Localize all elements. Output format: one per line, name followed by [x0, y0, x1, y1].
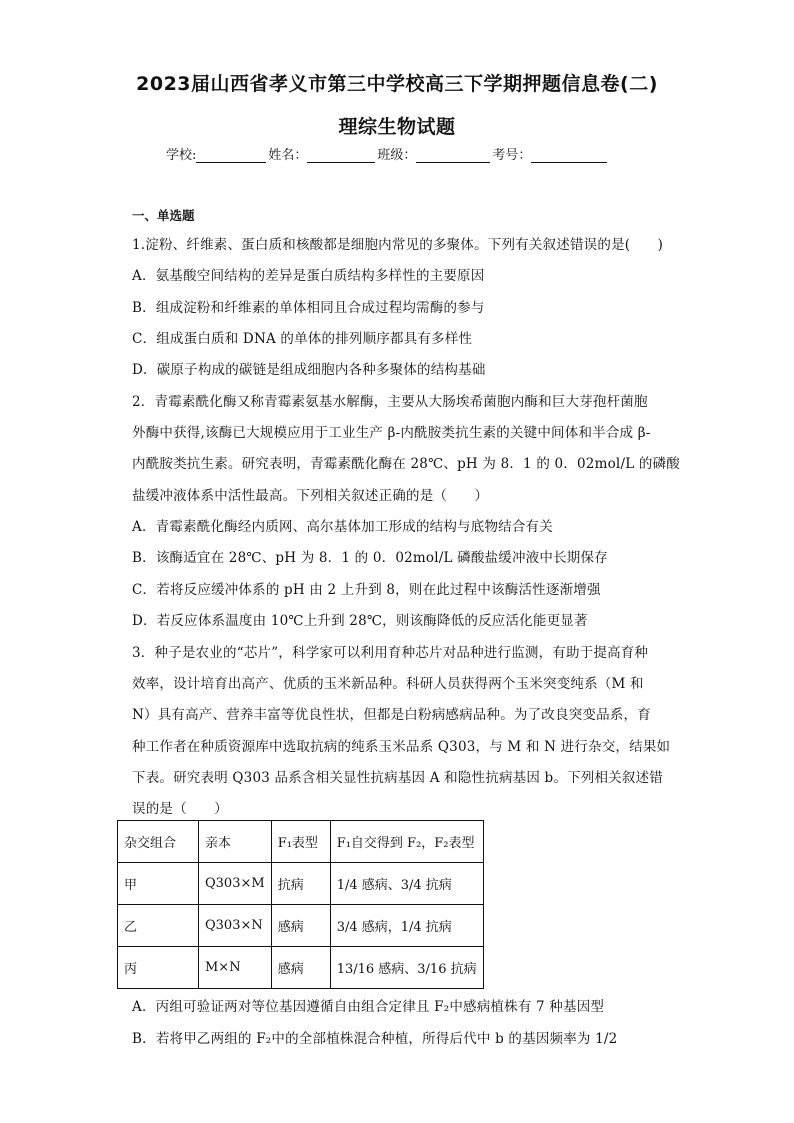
- class-label: 班级：: [377, 148, 417, 163]
- q3-stem-line-5: 下表。研究表明 Q303 品系含相关显性抗病基因 A 和隐性抗病基因 b。下列相关叙述错: [132, 770, 663, 786]
- q2-option-a: A．青霉素酰化酶经内质网、高尔基体加工形成的结构与底物结合有关: [132, 519, 553, 535]
- table-cell: 3/4 感病，1/4 抗病: [330, 905, 483, 947]
- table-header-cell: F₁表型: [271, 821, 330, 863]
- table-row: [118, 863, 484, 905]
- table-header-cell: 杂交组合: [118, 821, 199, 863]
- table-cell: 感病: [271, 905, 330, 947]
- q1-option-d: D．碳原子构成的碳链是组成细胞内各种多聚体的结构基础: [132, 362, 486, 378]
- name-label: 姓名：: [268, 148, 308, 163]
- name-blank[interactable]: [307, 148, 375, 163]
- q1-option-a: A．氨基酸空间结构的差异是蛋白质结构多样性的主要原因: [132, 268, 485, 284]
- q3-stem-line-4: 种工作者在种质资源库中选取抗病的纯系玉米品系 Q303，与 M 和 N 进行杂交，结果如: [132, 739, 671, 755]
- exam-number-label: 考号：: [492, 148, 532, 163]
- q3-stem-line-6: 误的是（ ）: [132, 801, 228, 817]
- q1-option-b: B．组成淀粉和纤维素的单体相同且合成过程均需酶的参与: [132, 300, 485, 316]
- table-cell: Q303×M: [199, 863, 272, 905]
- q3-stem-line-1: 3．种子是农业的“芯片”，科学家可以利用育种芯片对品种进行监测，有助于提高育种: [132, 645, 649, 661]
- table-cell: 抗病: [271, 863, 330, 905]
- q2-stem-line-2: 外酶中获得,该酶已大规模应用于工业生产 β-内酰胺类抗生素的关键中间体和半合成 β-: [132, 425, 651, 441]
- section-heading: 一、单选题: [132, 208, 195, 223]
- exam-subtitle: 理综生物试题: [338, 116, 456, 138]
- table-cell: 1/4 感病、3/4 抗病: [330, 863, 483, 905]
- table-cell: 乙: [118, 905, 199, 947]
- q3-stem-line-3: N）具有高产、营养丰富等优良性状，但都是白粉病感病品种。为了改良突变品系，育: [132, 707, 651, 723]
- table-cell: 甲: [118, 863, 199, 905]
- table-cell: M×N: [199, 947, 272, 989]
- table-header-row: [118, 821, 484, 863]
- school-label: 学校:: [166, 148, 197, 163]
- exam-title: 2023届山西省孝义市第三中学校高三下学期押题信息卷(二): [136, 73, 658, 95]
- table-row: [118, 905, 484, 947]
- q2-option-b: B．该酶适宜在 28℃、pH 为 8．1 的 0．02mol/L 磷酸盐缓冲液中长期保存: [132, 550, 608, 566]
- q3-option-a: A．丙组可验证两对等位基因遵循自由组合定律且 F₂中感病植株有 7 种基因型: [132, 999, 605, 1015]
- q3-stem-line-2: 效率，设计培育出高产、优质的玉米新品种。科研人员获得两个玉米突变纯系（M 和: [132, 676, 644, 692]
- table-header-cell: 亲本: [199, 821, 272, 863]
- table-cell: Q303×N: [199, 905, 272, 947]
- q2-stem-line-1: 2．青霉素酰化酶又称青霉素氨基水解酶，主要从大肠埃希菌胞内酶和巨大芽孢杆菌胞: [132, 394, 648, 410]
- class-blank[interactable]: [416, 148, 490, 163]
- school-blank[interactable]: [196, 148, 266, 163]
- q3-option-b: B．若将甲乙两组的 F₂中的全部植株混合种植，所得后代中 b 的基因频率为 1/2: [132, 1031, 618, 1047]
- q2-option-c: C．若将反应缓冲体系的 pH 由 2 上升到 8，则在此过程中该酶活性逐渐增强: [132, 582, 601, 598]
- q1-option-c: C．组成蛋白质和 DNA 的单体的排列顺序都具有多样性: [132, 331, 473, 347]
- table-row: [118, 947, 484, 989]
- table-header-cell: F₁自交得到 F₂，F₂表型: [330, 821, 483, 863]
- q2-stem-line-3: 内酰胺类抗生素。研究表明，青霉素酰化酶在 28℃、pH 为 8．1 的 0．02mol/L 的磷酸: [132, 456, 680, 472]
- table-cell: 13/16 感病、3/16 抗病: [330, 947, 483, 989]
- cross-results-table: [117, 820, 484, 989]
- table-cell: 感病: [271, 947, 330, 989]
- q2-option-d: D．若反应体系温度由 10℃上升到 28℃，则该酶降低的反应活化能更显著: [132, 613, 588, 629]
- q2-stem-line-4: 盐缓冲液体系中活性最高。下列相关叙述正确的是（ ）: [132, 488, 489, 504]
- student-info-row: [166, 144, 609, 163]
- exam-number-blank[interactable]: [531, 148, 607, 163]
- table-cell: 丙: [118, 947, 199, 989]
- q1-stem: 1.淀粉、纤维素、蛋白质和核酸都是细胞内常见的多聚体。下列有关叙述错误的是( ): [132, 237, 664, 253]
